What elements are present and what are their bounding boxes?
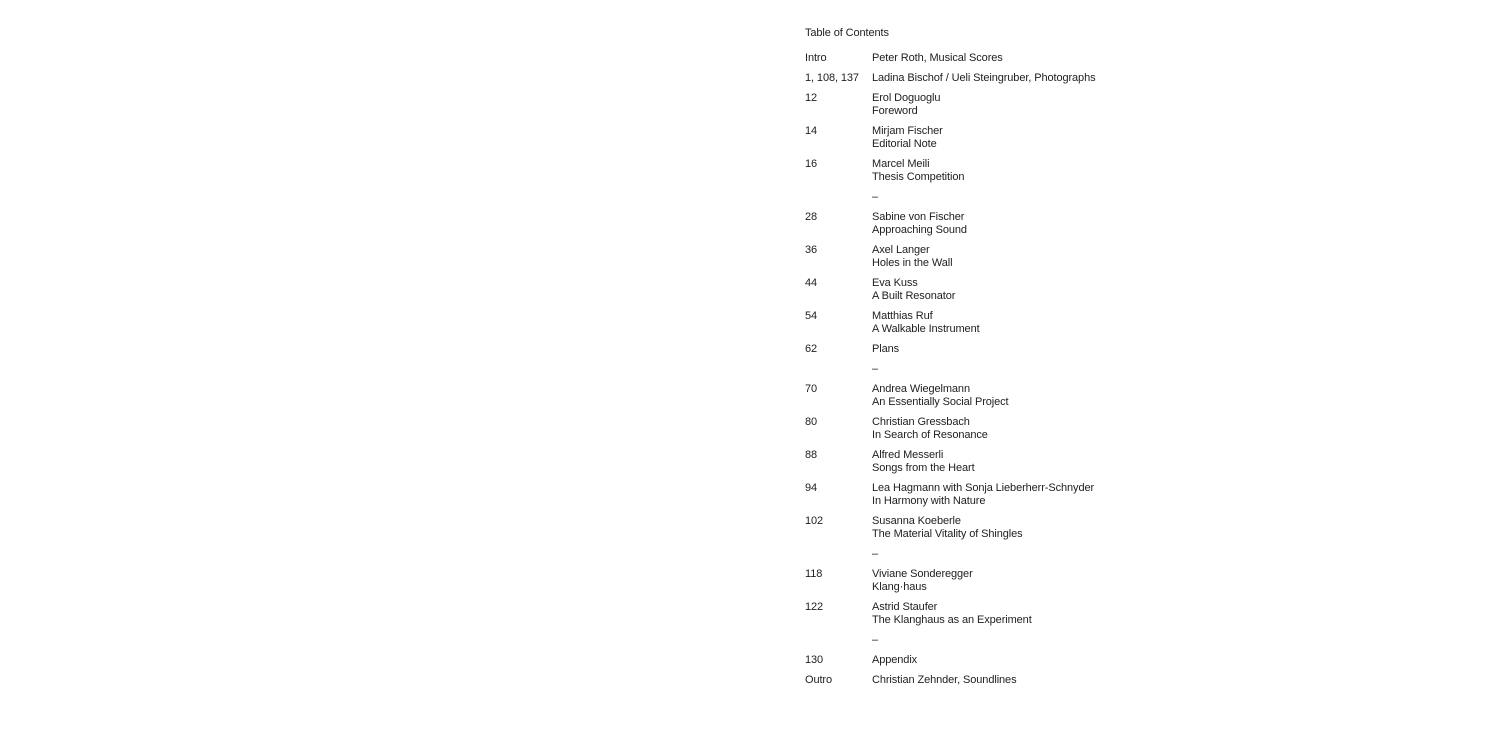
toc-separator (805, 548, 1365, 561)
toc-entry-author: Astrid Staufer (872, 601, 938, 613)
toc-title: Table of Contents (805, 27, 889, 39)
toc-page-number: 122 (805, 601, 824, 613)
toc-entry-author: Christian Gressbach (872, 416, 970, 428)
toc-entry (805, 310, 1365, 336)
toc-page-number: 80 (805, 416, 818, 428)
toc-entry-author: – (872, 191, 879, 203)
toc-entry-text (872, 482, 1365, 508)
toc-page-number: 118 (805, 568, 823, 580)
toc-separator (805, 191, 1365, 204)
toc-entry-author: Appendix (872, 654, 918, 666)
toc-entry-title: The Klanghaus as an Experiment (872, 614, 1032, 626)
toc-entry (805, 158, 1365, 184)
toc-page-number: 36 (805, 244, 818, 256)
toc-entry-author: Ladina Bischof / Ueli Steingruber, Photographs (872, 72, 1096, 84)
toc-entry (805, 211, 1365, 237)
toc-entry-text (872, 310, 1365, 336)
toc-entry-text (872, 634, 1365, 647)
toc-entry (805, 125, 1365, 151)
toc-entry-title: An Essentially Social Project (872, 396, 1009, 408)
toc-page-number (805, 634, 872, 647)
toc-entry-author: – (872, 634, 879, 646)
toc-entry-text (872, 343, 1365, 356)
toc-entry-text (872, 277, 1365, 303)
toc-entry-title: A Built Resonator (872, 290, 956, 302)
toc-entry-text (872, 674, 1365, 687)
toc-entry-author: – (872, 548, 879, 560)
toc-page-number: 54 (805, 310, 818, 322)
toc-page-number: 14 (805, 125, 818, 137)
toc-page-number: 70 (805, 383, 818, 395)
toc-page-number: 94 (805, 482, 818, 494)
toc-page-number: 16 (805, 158, 818, 170)
toc-entry (805, 601, 1365, 627)
toc-page-number: 12 (805, 92, 818, 104)
toc-page-number: Outro (805, 674, 833, 686)
toc-entry-text (872, 158, 1365, 184)
toc-page-number: 62 (805, 343, 818, 355)
toc-entry-title: Holes in the Wall (872, 257, 953, 269)
toc-entry-text (872, 125, 1365, 151)
toc-page-number: 44 (805, 277, 818, 289)
toc-page-number (805, 191, 872, 204)
toc-entry-author: – (872, 363, 879, 375)
toc-entry-author: Matthias Ruf (872, 310, 933, 322)
toc-entry-text (872, 92, 1365, 118)
toc-entry (805, 449, 1365, 475)
toc-entry-author: Eva Kuss (872, 277, 918, 289)
toc-page-number: 1, 108, 137 (805, 72, 859, 84)
toc-page-number: 88 (805, 449, 818, 461)
toc-entry (805, 674, 1365, 687)
toc-entry (805, 277, 1365, 303)
toc-entry (805, 482, 1365, 508)
toc-entry-author: Sabine von Fischer (872, 211, 965, 223)
toc-entry-author: Viviane Sonderegger (872, 568, 973, 580)
toc-entries (805, 52, 1365, 687)
toc-entry (805, 72, 1365, 85)
toc-entry-text (872, 654, 1365, 667)
toc-entry-text (872, 449, 1365, 475)
toc-page-number: 102 (805, 515, 824, 527)
toc-entry-author: Marcel Meili (872, 158, 930, 170)
toc-entry-author: Lea Hagmann with Sonja Lieberherr-Schnyder (872, 482, 1095, 494)
toc-entry-author: Christian Zehnder, Soundlines (872, 674, 1017, 686)
toc-entry-title: The Material Vitality of Shingles (872, 528, 1023, 540)
toc-entry-title: Klang·haus (872, 581, 927, 593)
toc-entry-author: Peter Roth, Musical Scores (872, 52, 1003, 64)
toc-entry (805, 343, 1365, 356)
toc-entry-author: Plans (872, 343, 900, 355)
toc-page-number: 28 (805, 211, 818, 223)
toc-entry-author: Erol Doguoglu (872, 92, 941, 104)
toc-entry-text (872, 548, 1365, 561)
toc-entry (805, 383, 1365, 409)
toc-entry (805, 416, 1365, 442)
toc-entry-author: Mirjam Fischer (872, 125, 943, 137)
toc-entry-title: Editorial Note (872, 138, 937, 150)
toc-separator (805, 634, 1365, 647)
toc-entry (805, 568, 1365, 594)
toc-entry-text (872, 211, 1365, 237)
toc-entry (805, 654, 1365, 667)
toc-entry-text (872, 191, 1365, 204)
toc-separator (805, 363, 1365, 376)
toc-entry-text (872, 568, 1365, 594)
toc-entry-author: Alfred Messerli (872, 449, 944, 461)
toc-entry-title: In Search of Resonance (872, 429, 988, 441)
toc-entry-text (872, 515, 1365, 541)
toc-entry-title: Songs from the Heart (872, 462, 975, 474)
toc-entry (805, 92, 1365, 118)
toc-entry-author: Susanna Koeberle (872, 515, 961, 527)
toc-entry-text (872, 72, 1365, 85)
toc-entry-text (872, 383, 1365, 409)
toc-entry-text (872, 52, 1365, 65)
toc-entry (805, 244, 1365, 270)
toc-entry-title: In Harmony with Nature (872, 495, 986, 507)
toc-entry (805, 52, 1365, 65)
toc-entry-text (872, 244, 1365, 270)
toc-entry-title: A Walkable Instrument (872, 323, 980, 335)
toc-entry (805, 515, 1365, 541)
toc-entry-text (872, 416, 1365, 442)
toc-entry-title: Foreword (872, 105, 918, 117)
toc-entry-author: Andrea Wiegelmann (872, 383, 970, 395)
toc-page-number: 130 (805, 654, 824, 666)
toc-entry-title: Thesis Competition (872, 171, 965, 183)
toc-entry-text (872, 363, 1365, 376)
toc-entry-author: Axel Langer (872, 244, 930, 256)
toc-page-number (805, 363, 872, 376)
toc-page-number: Intro (805, 52, 827, 64)
toc-entry-title: Approaching Sound (872, 224, 967, 236)
table-of-contents (805, 27, 1365, 694)
toc-entry-text (872, 601, 1365, 627)
toc-page-number (805, 548, 872, 561)
